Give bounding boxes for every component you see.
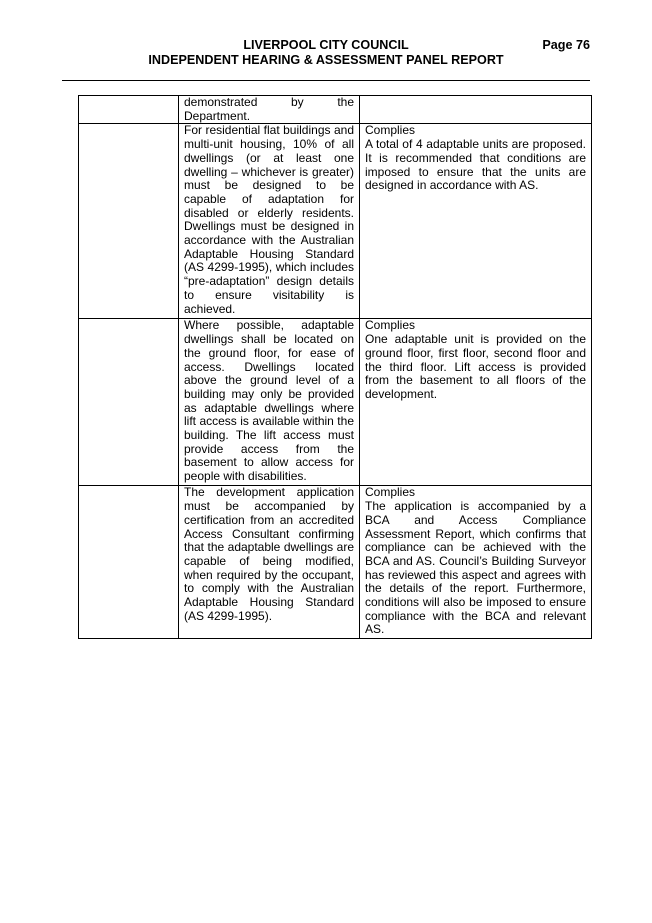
empty-cell bbox=[79, 319, 179, 486]
status-text: Complies bbox=[365, 318, 416, 333]
report-title: INDEPENDENT HEARING & ASSESSMENT PANEL REPORT bbox=[148, 53, 504, 67]
control-text: demonstrated by the Department. bbox=[184, 95, 354, 123]
control-text: The development application must be accompanied by certification from an accredited Access Consultant confirming that the adaptable dwellings are capable of being modified, when required by the occupant, to comply with the Australian Adaptable Housing Standard (AS 4299-1995). bbox=[184, 485, 354, 623]
header-line-1 bbox=[62, 38, 590, 53]
control-cell bbox=[179, 319, 360, 486]
comment-text: A total of 4 adaptable units are proposed. It is recommended that conditions are imposed to ensure that the units are designed in accordance with AS. bbox=[365, 137, 586, 193]
table-row bbox=[79, 319, 592, 486]
control-text: Where possible, adaptable dwellings shall be located on the ground floor, for ease of access. Dwellings located above the ground level of a building may only be provided as adaptable dwellings where lift access is available within the building. The lift access must provide access from the basement to allow access for people with disabilities. bbox=[184, 318, 354, 484]
table-row bbox=[79, 124, 592, 319]
comment-cell bbox=[360, 486, 592, 639]
control-cell bbox=[179, 96, 360, 124]
compliance-table bbox=[78, 95, 592, 639]
empty-cell bbox=[79, 486, 179, 639]
empty-cell bbox=[79, 96, 179, 124]
table-row bbox=[79, 96, 592, 124]
status-text: Complies bbox=[365, 123, 416, 138]
page-number: Page 76 bbox=[542, 38, 590, 52]
comment-cell bbox=[360, 96, 592, 124]
comment-cell bbox=[360, 319, 592, 486]
comment-cell bbox=[360, 124, 592, 319]
comment-text: One adaptable unit is provided on the ground floor, first floor, second floor and the third floor. Lift access is provided from the basement to all floors of the development. bbox=[365, 332, 586, 401]
control-text: For residential flat buildings and multi-unit housing, 10% of all dwellings (or at least one dwelling – whichever is greater) must be designed to be capable of adaptation for disabled or elderly residents. Dwellings must be designed in accordance with the Australian Adaptable Housing Standard (AS 4299-1995), which includes “pre-adaptation” design details to ensure visitability is achieved. bbox=[184, 123, 354, 316]
status-text: Complies bbox=[365, 485, 416, 500]
council-name: LIVERPOOL CITY COUNCIL bbox=[243, 38, 409, 52]
empty-cell bbox=[79, 124, 179, 319]
comment-text: The application is accompanied by a BCA and Access Compliance Assessment Report, which confirms that compliance can be achieved with the BCA and AS. Council’s Building Surveyor has reviewed this aspect and agrees with the details of the report. Furthermore, conditions will also be imposed to ensure compliance with the BCA and relevant AS. bbox=[365, 499, 586, 637]
table-row bbox=[79, 486, 592, 639]
control-cell bbox=[179, 124, 360, 319]
control-cell bbox=[179, 486, 360, 639]
page-header bbox=[62, 38, 590, 68]
header-divider bbox=[62, 80, 590, 81]
